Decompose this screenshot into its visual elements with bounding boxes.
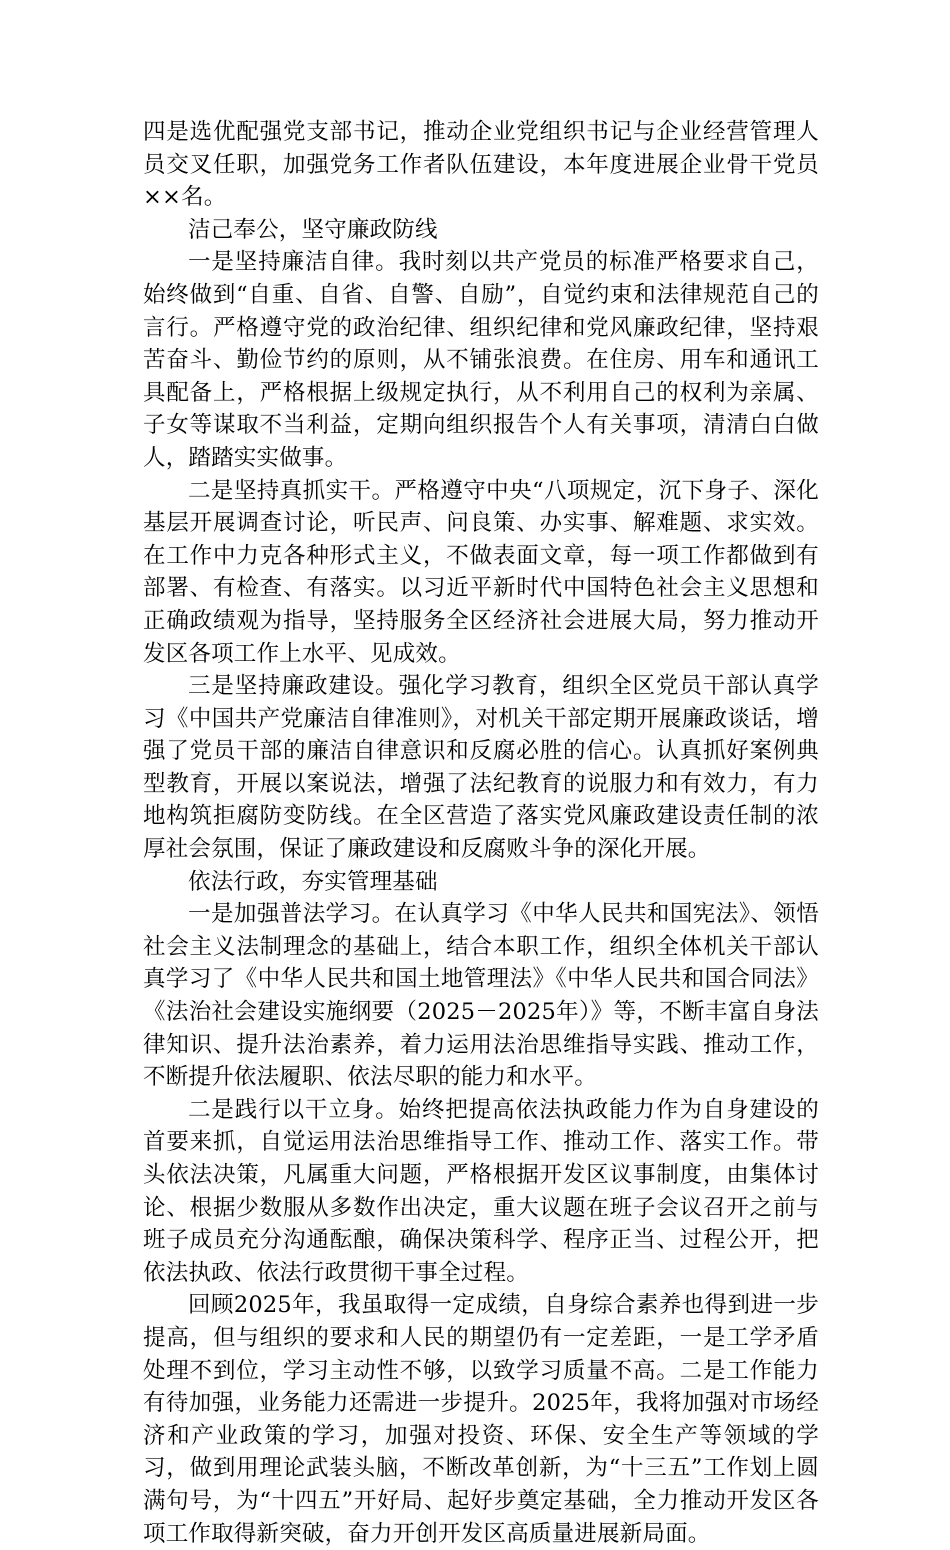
document-body [143, 116, 819, 1550]
paragraph-review-and-outlook: 回顾2025年，我虽取得一定成绩，自身综合素养也得到进一步提高，但与组织的要求和人民的期望仍有一定差距，一是工学矛盾处理不到位，学习主动性不够，以致学习质量不高。二是工作能力有待加强，业务能力还需进一步提升。2025年，我将加强对市场经济和产业政策的学习，加强对投资、环保、安全生产等领域的学习，做到用理论武装头脑，不断改革创新，为“十三五”工作划上圆满句号，为“十四五”开好局、起好步奠定基础，全力推动开发区各项工作取得新突破，奋力开创开发区高质量进展新局面。 [143, 1292, 819, 1547]
paragraph-party-branch-secretary: 四是选优配强党支部书记，推动企业党组织书记与企业经营管理人员交叉任职，加强党务工作者队伍建设，本年度进展企业骨干党员××名。 [143, 119, 819, 211]
paragraph-self-discipline: 一是坚持廉洁自律。我时刻以共产党员的标准严格要求自己，始终做到“自重、自省、自警、自励”，自觉约束和法律规范自己的言行。严格遵守党的政治纪律、组织纪律和党风廉政纪律，坚持艰苦奋斗、勤俭节约的原则，从不铺张浪费。在住房、用车和通讯工具配备上，严格根据上级规定执行，从不利用自己的权利为亲属、子女等谋取不当利益，定期向组织报告个人有关事项，清清白白做人，踏踏实实做事。 [143, 249, 819, 471]
paragraph-practical-work: 二是坚持真抓实干。严格遵守中央“八项规定，沉下身子、深化基层开展调查讨论，听民声、问良策、办实事、解难题、求实效。在工作中力克各种形式主义，不做表面文章，每一项工作都做到有部署、有检查、有落实。以习近平新时代中国特色社会主义思想和正确政绩观为指导，坚持服务全区经济社会进展大局，努力推动开发区各项工作上水平、见成效。 [143, 477, 819, 667]
section-heading-rule-of-law: 依法行政，夯实管理基础 [188, 868, 438, 895]
paragraph-lawful-governance: 二是践行以干立身。始终把提高依法执政能力作为自身建设的首要来抓，自觉运用法治思维指导工作、推动工作、落实工作。带头依法决策，凡属重大问题，严格根据开发区议事制度，由集体讨论、根据少数服从多数作出决定，重大议题在班子会议召开之前与班子成员充分沟通酝酿，确保决策科学、程序正当、过程公开，把依法执政、依法行政贯彻干事全过程。 [143, 1096, 819, 1286]
paragraph-integrity-building: 三是坚持廉政建设。强化学习教育，组织全区党员干部认真学习《中国共产党廉洁自律准则》，对机关干部定期开展廉政谈话，增强了党员干部的廉洁自律意识和反腐必胜的信心。认真抓好案例典型教育，开展以案说法，增强了法纪教育的说服力和有效力，有力地构筑拒腐防变防线。在全区营造了落实党风廉政建设责任制的浓厚社会氛围，保证了廉政建设和反腐败斗争的深化开展。 [143, 673, 819, 863]
section-heading-integrity: 洁己奉公，坚守廉政防线 [188, 216, 438, 243]
paragraph-law-study: 一是加强普法学习。在认真学习《中华人民共和国宪法》、领悟社会主义法制理念的基础上，结合本职工作，组织全体机关干部认真学习了《中华人民共和国土地管理法》《中华人民共和国合同法》《法治社会建设实施纲要（2025－2025年）》等，不断丰富自身法律知识、提升法治素养，着力运用法治思维指导实践、推动工作，不断提升依法履职、依法尽职的能力和水平。 [143, 901, 819, 1091]
